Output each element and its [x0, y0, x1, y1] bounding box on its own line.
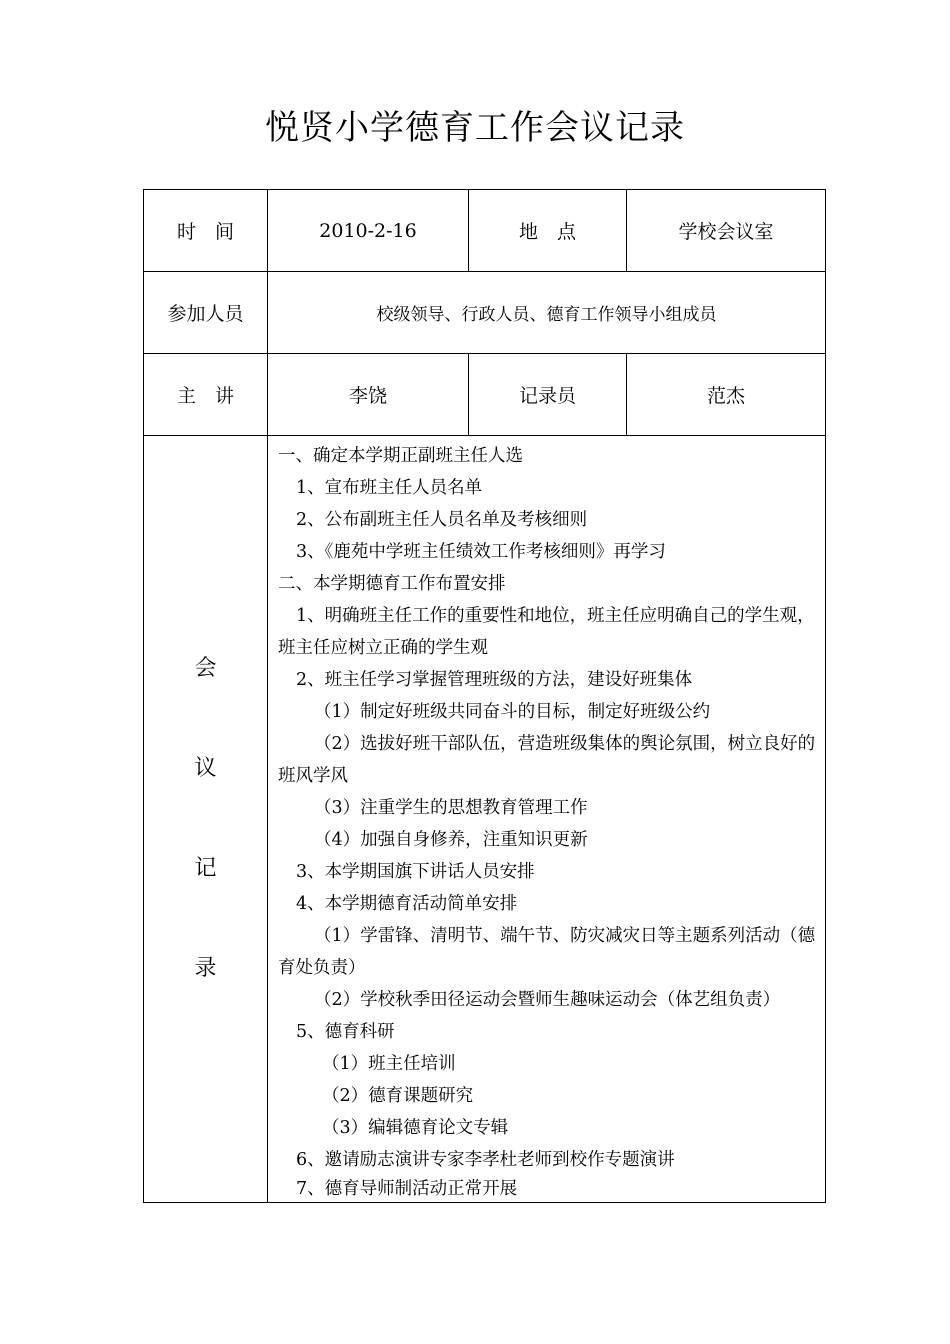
table-row [144, 436, 826, 1203]
record-line: （1）学雷锋、清明节、端午节、防灾减灾日等主题系列活动（德育处负责） [278, 926, 816, 978]
table-row [144, 272, 826, 354]
record-line: （2）选拔好班干部队伍，营造班级集体的舆论氛围，树立良好的班风学风 [278, 734, 816, 786]
record-line: 3、本学期国旗下讲话人员安排 [296, 862, 535, 882]
table-row [144, 190, 826, 272]
page-title: 悦贤小学德育工作会议记录 [265, 108, 685, 148]
meeting-record-table [143, 189, 826, 1203]
record-line: （2）学校秋季田径运动会暨师生趣味运动会（体艺组负责） [314, 990, 781, 1010]
place-value: 学校会议室 [627, 190, 826, 272]
record-label-cell [144, 436, 268, 1203]
record-label-char: 会 [194, 656, 217, 681]
record-line: 4、本学期德育活动简单安排 [296, 894, 518, 914]
recorder-value: 范杰 [627, 354, 826, 436]
record-line: 1、宣布班主任人员名单 [296, 478, 483, 498]
attendees-value: 校级领导、行政人员、德育工作领导小组成员 [268, 272, 826, 354]
speaker-value: 李饶 [268, 354, 469, 436]
record-line: 2、公布副班主任人员名单及考核细则 [296, 510, 588, 530]
record-content [268, 436, 826, 1203]
record-line: （1）制定好班级共同奋斗的目标，制定好班级公约 [314, 702, 711, 722]
record-line: 一、确定本学期正副班主任人选 [278, 446, 523, 466]
record-line: 6、邀请励志演讲专家李孝杜老师到校作专题演讲 [296, 1150, 675, 1170]
table-row [144, 354, 826, 436]
record-line: （4）加强自身修养，注重知识更新 [314, 830, 588, 850]
record-line: （2）德育课题研究 [322, 1086, 474, 1106]
record-line: 7、德育导师制活动正常开展 [296, 1179, 518, 1199]
record-line: 5、德育科研 [296, 1022, 395, 1042]
speaker-label: 主 讲 [144, 354, 268, 436]
recorder-label: 记录员 [469, 354, 627, 436]
attendees-label: 参加人员 [144, 272, 268, 354]
record-label-char: 议 [194, 756, 217, 781]
time-label: 时 间 [144, 190, 268, 272]
record-line: 2、班主任学习掌握管理班级的方法，建设好班集体 [296, 670, 693, 690]
time-value: 2010-2-16 [268, 190, 469, 272]
record-line: （1）班主任培训 [322, 1054, 456, 1074]
record-line: 1、明确班主任工作的重要性和地位，班主任应明确自己的学生观，班主任应树立正确的学生观 [278, 606, 815, 658]
record-label-char: 记 [194, 856, 217, 881]
record-line: 3、《鹿苑中学班主任绩效工作考核细则》再学习 [296, 542, 666, 562]
record-line: （3）编辑德育论文专辑 [322, 1118, 509, 1138]
record-label-char: 录 [194, 956, 217, 981]
place-label: 地 点 [469, 190, 627, 272]
record-line: 二、本学期德育工作布置安排 [278, 574, 506, 594]
record-line: （3）注重学生的思想教育管理工作 [314, 798, 588, 818]
